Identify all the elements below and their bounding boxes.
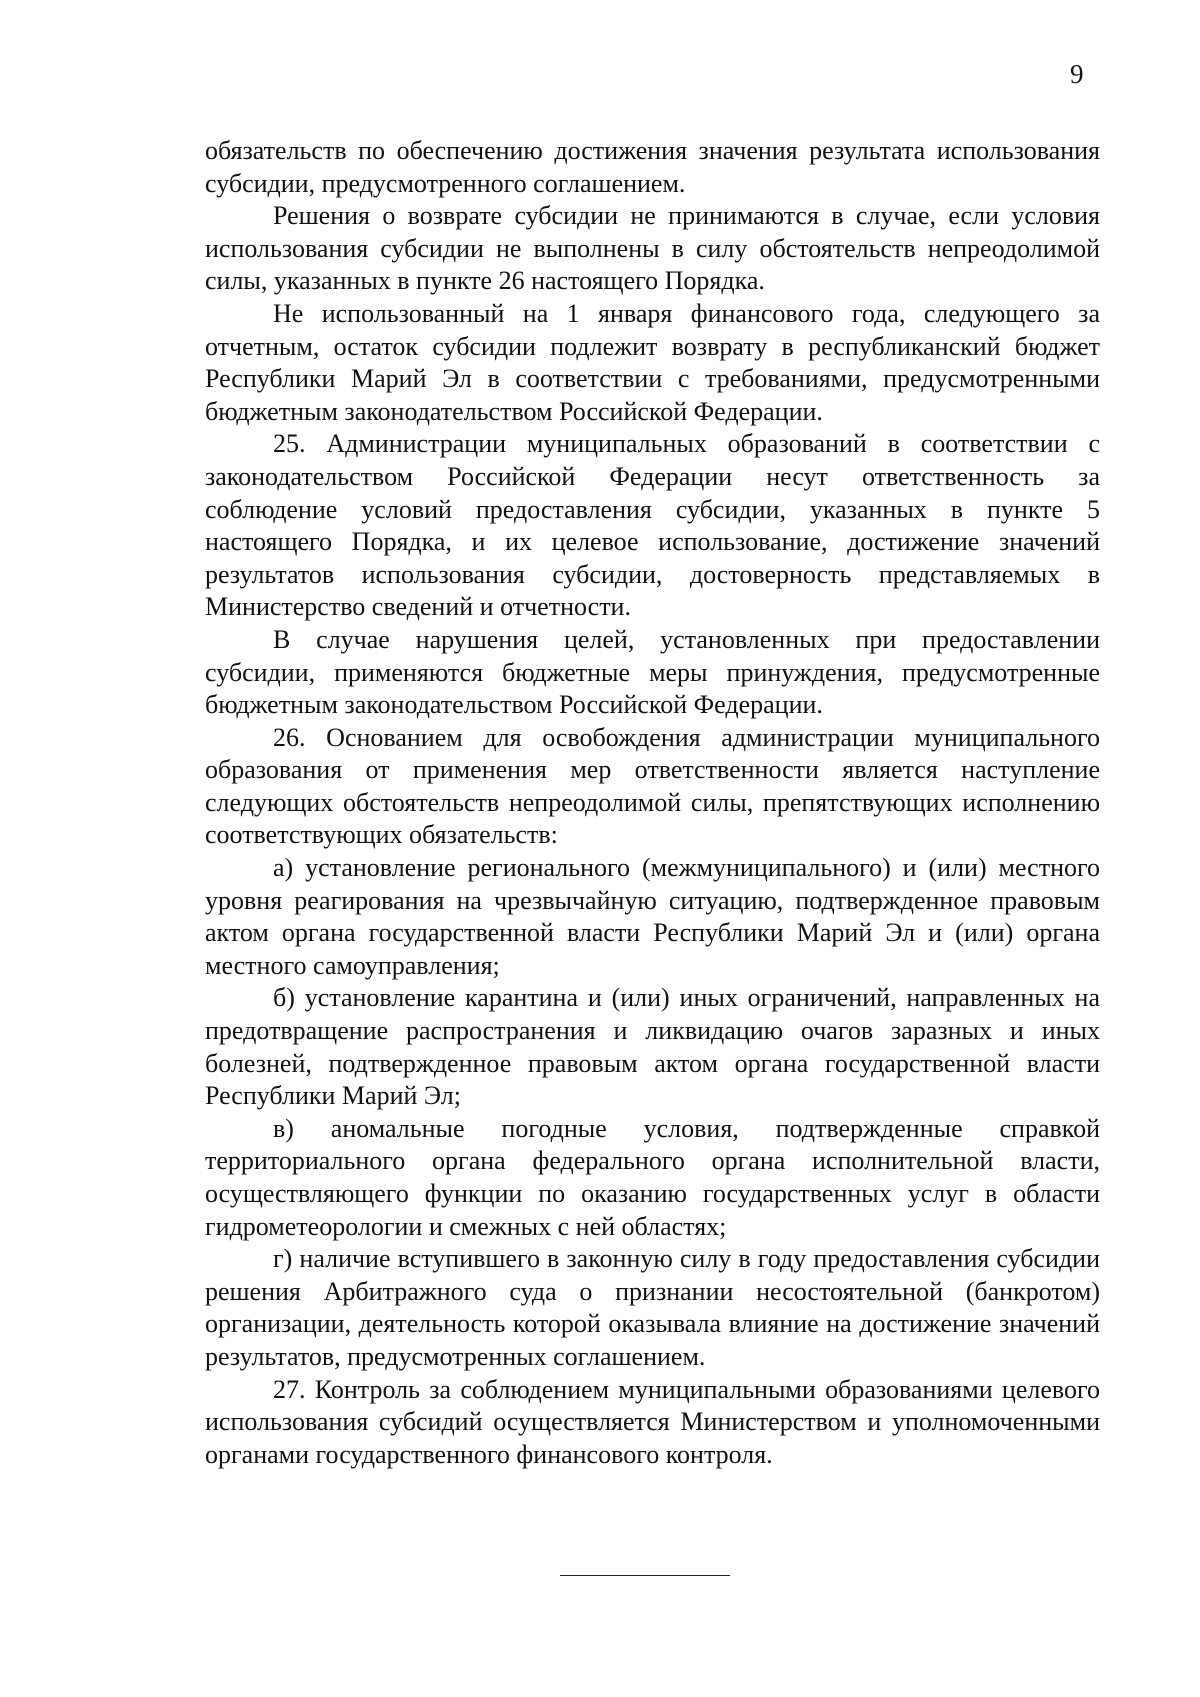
paragraph-section-27: 27. Контроль за соблюдением муниципальными образованиями целевого использования субсидий осуществляется Министерством и уполномоченными органами государственного финансового контроля.	[205, 1374, 1100, 1469]
paragraph-section-26: 26. Основанием для освобождения администрации муниципального образования от применения мер ответственности является наступление следующих обстоятельств непреодолимой силы, препятствующих исполнению соответствующих обязательств:	[205, 722, 1100, 850]
paragraph-violation-measures: В случае нарушения целей, установленных при предоставлении субсидии, применяются бюджетные меры принуждения, предусмотренные бюджетным законодательством Российской Федерации.	[205, 624, 1100, 720]
end-of-document-rule	[560, 1575, 730, 1576]
list-item-b: б) установление карантина и (или) иных ограничений, направленных на предотвращение распространения и ликвидацию очагов заразных и иных болезней, подтвержденное правовым актом органа государственной власти Республики Марий Эл;	[205, 983, 1100, 1111]
paragraph-refund-decision: Решения о возврате субсидии не принимаются в случае, если условия использования субсидии не выполнены в силу обстоятельств непреодолимой силы, указанных в пункте 26 настоящего Порядка.	[205, 201, 1100, 296]
page-number: 9	[1070, 59, 1084, 89]
list-item-d: г) наличие вступившего в законную силу в году предоставления субсидии решения Арбитражного суда о признании несостоятельной (банкротом) организации, деятельность которой оказывала влияние на достижение значений результатов, предусмотренных соглашением.	[205, 1244, 1100, 1371]
list-item-a: а) установление регионального (межмуниципального) и (или) местного уровня реагирования на чрезвычайную ситуацию, подтвержденное правовым актом органа государственной власти Республики Марий Эл и (или) органа местного самоуправления;	[205, 853, 1100, 980]
list-item-c: в) аномальные погодные условия, подтвержденные справкой территориального органа федерального органа исполнительной власти, осуществляющего функции по оказанию государственных услуг в области гидрометеорологии и смежных с ней областях;	[205, 1113, 1100, 1241]
paragraph-unused-balance: Не использованный на 1 января финансового года, следующего за отчетным, остаток субсидии подлежит возврату в республиканский бюджет Республики Марий Эл в соответствии с требованиями, предусмотренными бюджетным законодательством Российской Федерации.	[205, 298, 1100, 426]
document-body	[205, 135, 1100, 1471]
paragraph-continuation: обязательств по обеспечению достижения значения результата использования субсидии, предусмотренного соглашением.	[205, 136, 1100, 198]
paragraph-section-25: 25. Администрации муниципальных образований в соответствии с законодательством Российской Федерации несут ответственность за соблюдение условий предоставления субсидии, указанных в пункте 5 настоящего Порядка, и их целевое использование, достижение значений результатов использования субсидии, достоверность представляемых в Министерство сведений и отчетности.	[205, 429, 1100, 622]
